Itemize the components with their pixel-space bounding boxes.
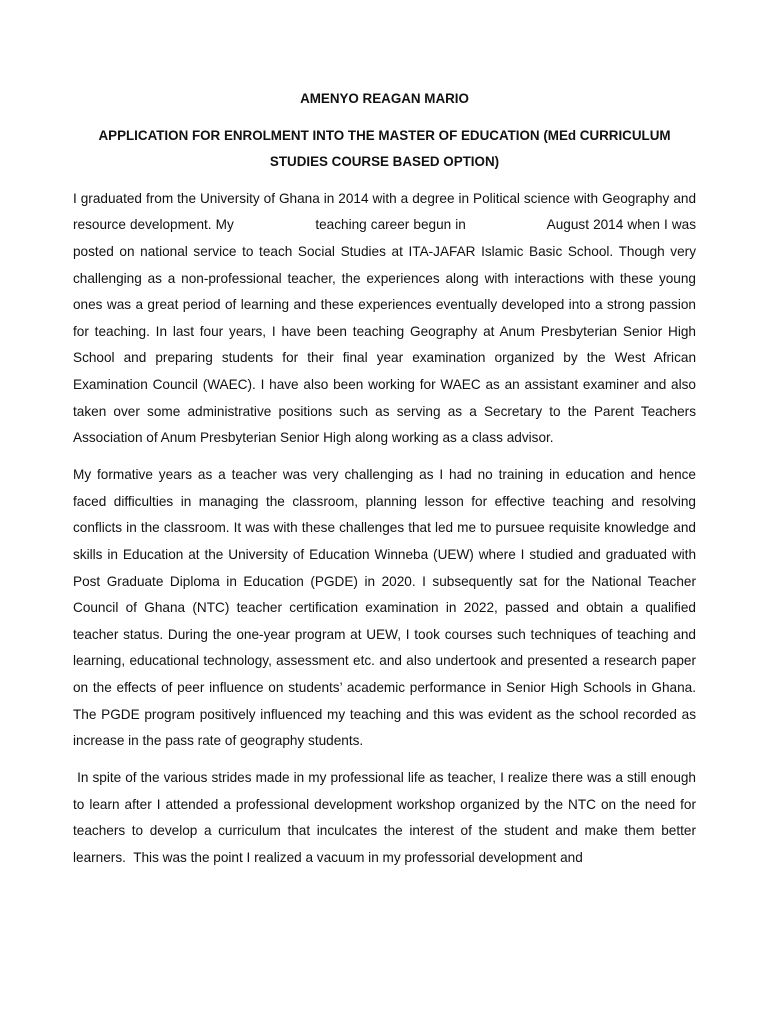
document-heading: APPLICATION FOR ENROLMENT INTO THE MASTER OF EDUCATION (MEd CURRICULUM STUDIES COURSE BASED OPTION) bbox=[98, 127, 671, 170]
paragraph-professional-development: In spite of the various strides made in my professional life as teacher, I realize there was a still enough to learn after I attended a professional development workshop organized by the NTC on the need for teachers to develop a curriculum that inculcates the interest of the student and make them better learners. This was the point I realized a vacuum in my professorial development and bbox=[73, 770, 700, 866]
paragraph-career-background: I graduated from the University of Ghana in 2014 with a degree in Political science with Geography and resource development. My teaching career begun in August 2014 when I was posted on national service to teach Social Studies at ITA-JAFAR Islamic Basic School. Though very challenging as a non-professional teacher, the experiences along with interactions with these young ones was a great period of learning and these experiences eventually developed into a strong passion for teaching. In last four years, I have been teaching Geography at Anum Presbyterian Senior High School and preparing students for their final year examination organized by the West African Examination Council (WAEC). I have also been working for WAEC as an assistant examiner and also taken over some administrative positions such as serving as a Secretary to the Parent Teachers Association of Anum Presbyterian Senior High along working as a class advisor. bbox=[73, 190, 700, 446]
author-name: AMENYO REAGAN MARIO bbox=[300, 91, 469, 106]
document-page bbox=[73, 86, 700, 882]
paragraph-formative-years: My formative years as a teacher was very challenging as I had no training in education and hence faced difficulties in managing the classroom, planning lesson for effective teaching and resolving conflicts in the classroom. It was with these challenges that led me to pursuee requisite knowledge and skills in Education at the University of Education Winneba (UEW) where I studied and graduated with Post Graduate Diploma in Education (PGDE) in 2020. I subsequently sat for the National Teacher Council of Ghana (NTC) teacher certification examination in 2022, passed and obtain a qualified teacher status. During the one-year program at UEW, I took courses such techniques of teaching and learning, educational technology, assessment etc. and also undertook and presented a research paper on the effects of peer influence on students’ academic performance in Senior High Schools in Ghana. The PGDE program positively influenced my teaching and this was evident as the school recorded as increase in the pass rate of geography students. bbox=[73, 467, 696, 749]
